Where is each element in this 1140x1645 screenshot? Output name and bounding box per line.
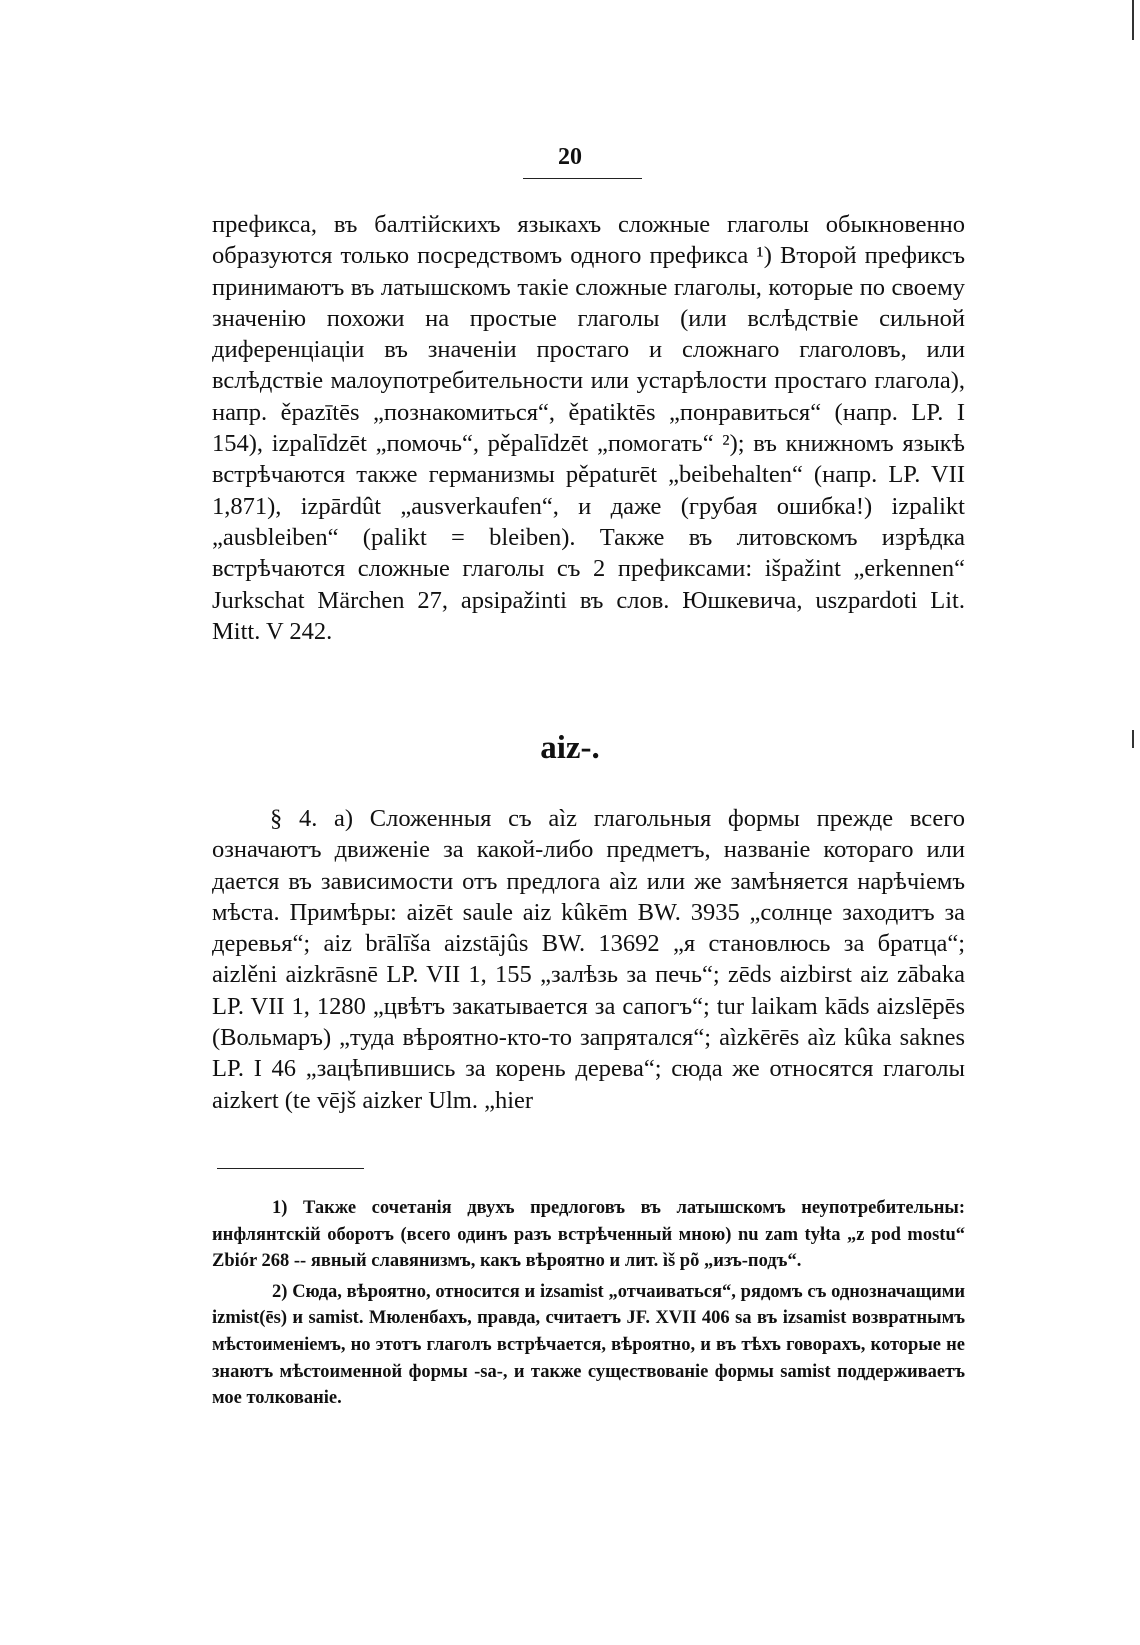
footnote-2: 2) Сюда, вѣроятно, относится и izsamist „отчаиваться“, рядомъ съ однозначащими izmist(ēs) и samist. Мюленбахъ, правда, считаетъ JF. XVII 406 sa въ izsamist возвратнымъ мѣстоименіемъ, но этотъ глаголъ встрѣчается, вѣроятно, и въ тѣхъ говорахъ, которые не знаютъ мѣстоименной формы -sa-, и также существованіе формы samist поддерживаетъ мое толкованіе.	[212, 1281, 965, 1409]
section-heading: aiz-.	[540, 730, 600, 766]
scan-edge-mark-top	[1132, 0, 1134, 40]
footnotes	[212, 1195, 965, 1416]
paragraph-prefix-discussion: префикса, въ балтійскихъ языкахъ сложные глаголы обыкновенно образуются только посредствомъ одного префикса ¹) Второй префиксъ принимаютъ въ латышскомъ такіе сложные глаголы, которые по своему значенію похожи на простые глаголы (или вслѣдствіе сильной диференціаціи въ значеніи простаго и сложнаго глаголовъ, или вслѣдствіе малоупотребительности или устарѣлости простаго глагола), напр. ěpazītēs „познакомиться“, ěpatiktēs „понравиться“ (напр. LP. I 154), izpalīdzēt „помочь“, pěpalīdzēt „помогать“ ²); въ книжномъ языкѣ встрѣчаются также германизмы pěpaturēt „beibehalten“ (напр. LP. VII 1,871), izpārdût „ausverkaufen“, и даже (грубая ошибка!) izpalikt „ausbleiben“ (palikt = bleiben). Также въ литовскомъ изрѣдка встрѣчаются сложные глаголы съ 2 префиксами: išpažint „erkennen“ Jurkschat Märchen 27, apsipažinti въ слов. Юшкевича, uszpardoti Lit. Mitt. V 242.	[212, 211, 965, 645]
paragraph-section-4: § 4. a) Сложенныя съ aìz глагольныя формы прежде всего означаютъ движеніе за какой-либо предметъ, названіе котораго или дается въ зависимости отъ предлога aìz или же замѣняется нарѣчіемъ мѣста. Примѣры: aizēt saule aiz kûkēm BW. 3935 „солнце заходитъ за деревья“; aiz brālīša aizstājûs BW. 13692 „я становлюсь за братца“; aizlěni aizkrāsnē LP. VII 1, 155 „залѣзь за печь“; zēds aizbirst aiz zābaka LP. VII 1, 1280 „цвѣтъ закатывается за сапогъ“; tur laikam kāds aizslēpēs (Вольмаръ) „туда вѣроятно-кто-то запрятался“; aìzkērēs aìz kûka saknes LP. I 46 „зацѣпившись за корень дерева“; сюда же относятся глаголы aizkert (te vējš aizker Ulm. „hier	[212, 805, 965, 1114]
page-number-rule	[523, 178, 642, 179]
scan-edge-mark-middle	[1132, 730, 1134, 748]
footnote-rule	[217, 1168, 364, 1169]
footnote-1: 1) Также сочетанія двухъ предлоговъ въ латышскомъ неупотребительны: инфлянтскій оборотъ (всего одинъ разъ встрѣченный мною) nu zam tyłta „z pod mostu“ Zbiór 268 -- явный славянизмъ, какъ вѣроятно и лит. ìš põ „изъ-подъ“.	[212, 1198, 965, 1272]
page-number: 20	[558, 144, 582, 170]
